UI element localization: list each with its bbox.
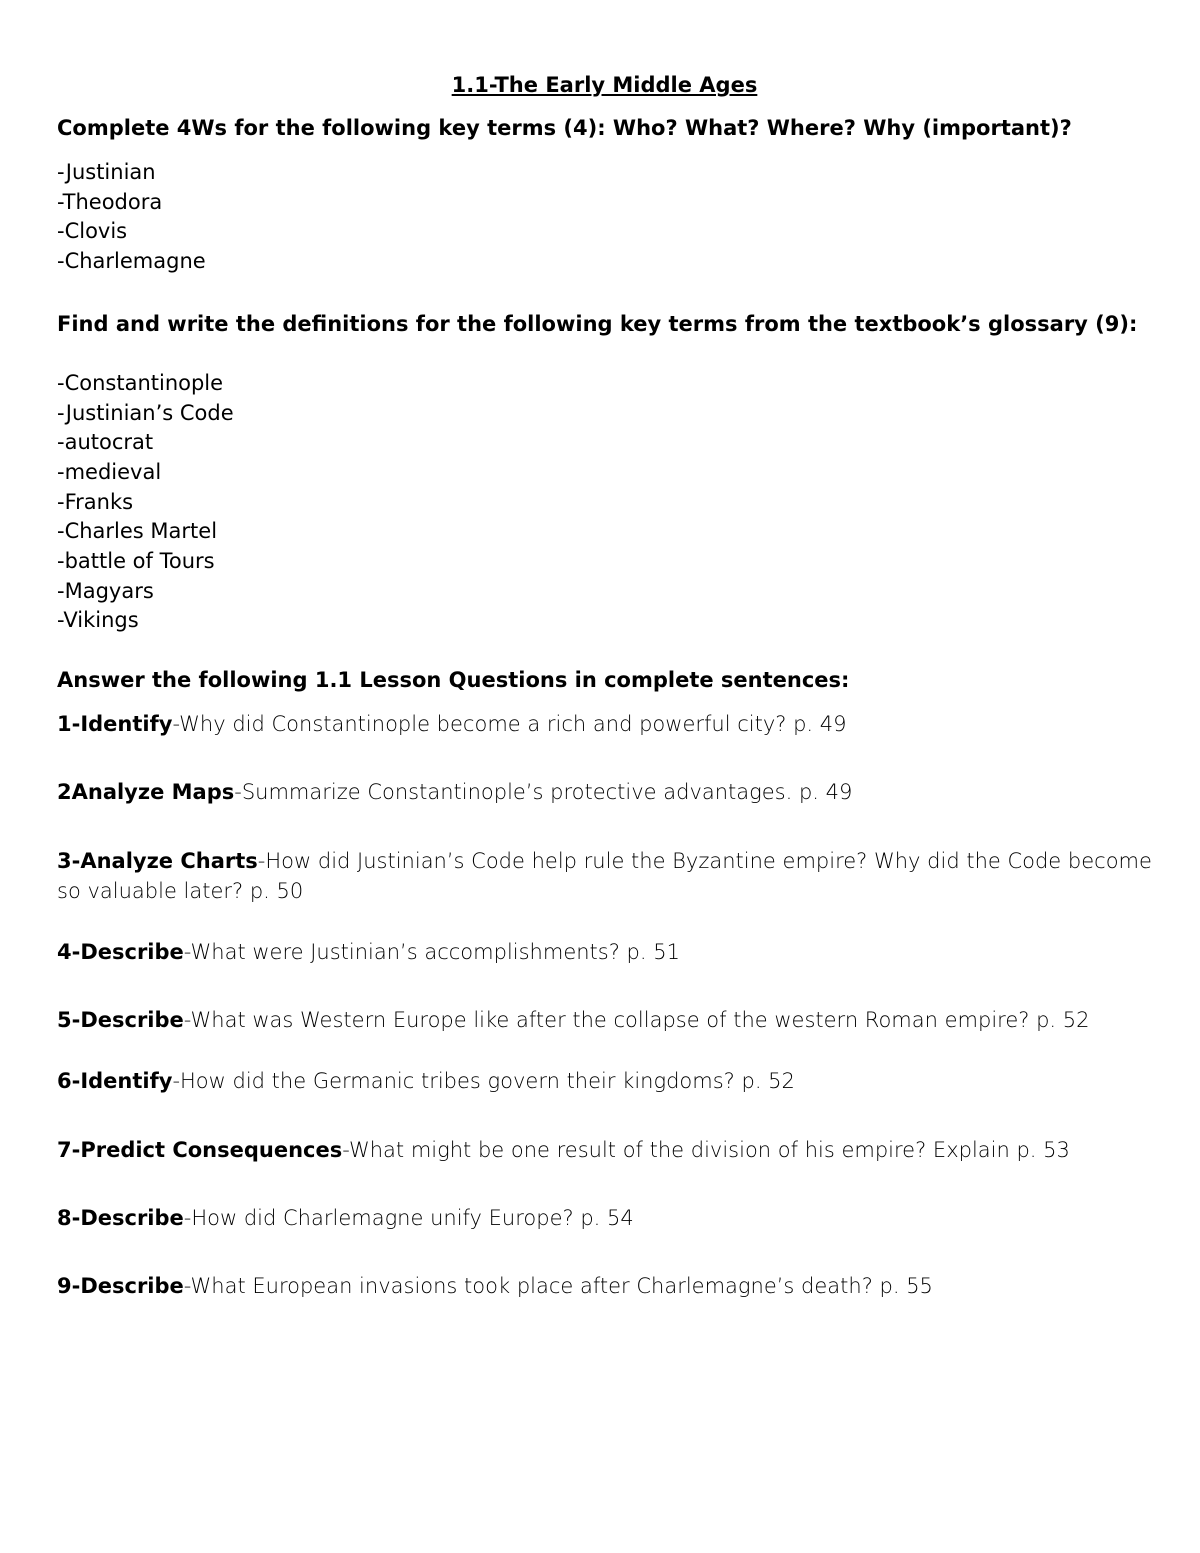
page-title: 1.1-The Early Middle Ages	[451, 73, 758, 97]
lesson-question	[57, 937, 1152, 967]
worksheet-page	[57, 70, 1152, 1301]
question-text: -What European invasions took place after Charlemagne’s death? p. 55	[183, 1274, 933, 1299]
lesson-question	[57, 709, 1152, 739]
list-item: -Justinian’s Code	[57, 400, 234, 425]
question-text: -What was Western Europe like after the collapse of the western Roman empire? p. 52	[183, 1008, 1090, 1033]
question-text: -Summarize Constantinople’s protective advantages. p. 49	[234, 780, 853, 805]
list-item: -Franks	[57, 489, 134, 514]
list-item: -medieval	[57, 459, 162, 484]
question-label: 3-Analyze Charts	[57, 849, 258, 874]
question-text: -How did Charlemagne unify Europe? p. 54	[183, 1206, 634, 1231]
question-label: 6-Identify	[57, 1069, 173, 1094]
list-item: -Charles Martel	[57, 519, 218, 544]
lesson-question	[57, 1005, 1152, 1035]
question-label: 9-Describe	[57, 1274, 184, 1299]
list-item: -Vikings	[57, 608, 139, 633]
key-terms-4ws-list	[57, 158, 1152, 277]
list-item: -autocrat	[57, 430, 154, 455]
list-item: -battle of Tours	[57, 549, 215, 574]
section-heading-4ws: Complete 4Ws for the following key terms (4): Who? What? Where? Why (important)?	[57, 116, 1072, 140]
question-text: -How did the Germanic tribes govern their kingdoms? p. 52	[172, 1069, 795, 1094]
list-item: -Charlemagne	[57, 249, 206, 274]
lesson-question	[57, 777, 1152, 807]
list-item: -Magyars	[57, 578, 154, 603]
lesson-question	[57, 1271, 1152, 1301]
list-item: -Constantinople	[57, 370, 224, 395]
question-label: 7-Predict Consequences	[57, 1138, 343, 1163]
question-label: 2Analyze Maps	[57, 780, 235, 805]
list-item: -Clovis	[57, 219, 128, 244]
question-label: 4-Describe	[57, 940, 184, 965]
lesson-question	[57, 1203, 1152, 1233]
question-text: -What were Justinian’s accomplishments? p. 51	[183, 940, 680, 965]
section-heading-definitions: Find and write the definitions for the following key terms from the textbook’s glossary (9):	[57, 311, 1138, 336]
lesson-question	[57, 1066, 1152, 1096]
question-label: 5-Describe	[57, 1008, 184, 1033]
question-text: -How did Justinian’s Code help rule the Byzantine empire? Why did the Code become so valuable later? p. 50	[57, 849, 1152, 904]
key-terms-definitions-list	[57, 369, 1152, 636]
list-item: -Justinian	[57, 160, 156, 184]
question-text: -Why did Constantinople become a rich and powerful city? p. 49	[172, 712, 847, 737]
lesson-question	[57, 1135, 1152, 1165]
question-label: 1-Identify	[57, 712, 173, 737]
section-heading-lesson-questions: Answer the following 1.1 Lesson Questions in complete sentences:	[57, 668, 850, 693]
list-item: -Theodora	[57, 189, 163, 214]
question-label: 8-Describe	[57, 1206, 184, 1231]
lesson-question	[57, 846, 1152, 906]
question-text: -What might be one result of the division of his empire? Explain p. 53	[342, 1138, 1070, 1163]
